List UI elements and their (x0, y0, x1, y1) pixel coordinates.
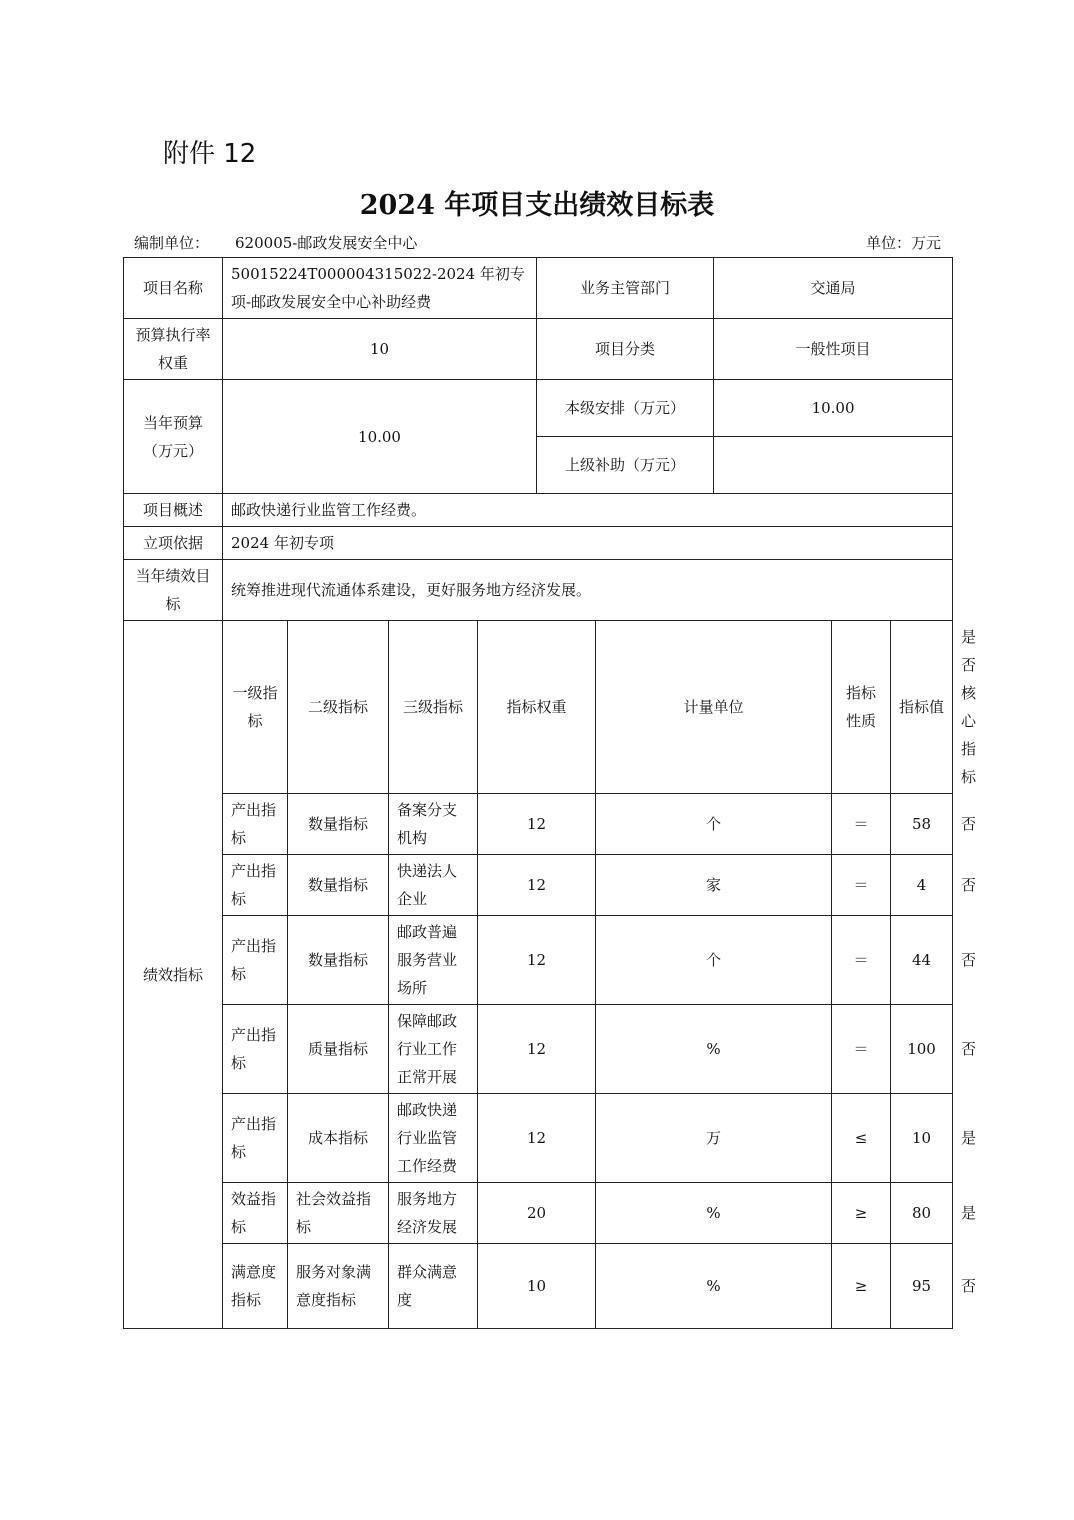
indicators-label: 绩效指标 (124, 621, 223, 1329)
indicator-l3: 群众满意度 (389, 1244, 478, 1329)
row-annual-budget (124, 380, 953, 437)
table-row: 产出指标 数量指标 邮政普遍服务营业场所 12 个 ＝ 44 否 (124, 916, 953, 1005)
indicator-value: 44 (891, 916, 953, 1005)
indicator-weight: 12 (478, 855, 596, 916)
table-row: 效益指标 社会效益指标 服务地方经济发展 20 % ≥ 80 是 (124, 1183, 953, 1244)
header-nature: 指标性质 (832, 621, 891, 794)
header-value: 指标值 (891, 621, 953, 794)
header-unit: 计量单位 (596, 621, 832, 794)
basis-label: 立项依据 (124, 527, 223, 560)
indicator-value: 100 (891, 1005, 953, 1094)
attachment-label: 附件 12 (163, 139, 257, 169)
indicator-weight: 12 (478, 916, 596, 1005)
table-row: 产出指标 数量指标 备案分支机构 12 个 ＝ 58 否 (124, 794, 953, 855)
indicator-l2: 社会效益指标 (288, 1183, 389, 1244)
indicator-l3: 保障邮政行业工作正常开展 (389, 1005, 478, 1094)
indicator-weight: 12 (478, 1094, 596, 1183)
indicator-unit: % (596, 1183, 832, 1244)
indicator-unit: 个 (596, 794, 832, 855)
category-value: 一般性项目 (714, 319, 953, 380)
indicator-nature: ≥ (832, 1183, 891, 1244)
unit-label: 单位：万元 (865, 234, 941, 252)
table-row: 产出指标 数量指标 快递法人企业 12 家 ＝ 4 否 (124, 855, 953, 916)
basis-value: 2024 年初专项 (223, 527, 953, 560)
indicator-l1: 产出指标 (223, 1094, 288, 1183)
indicator-l3: 邮政快递行业监管工作经费 (389, 1094, 478, 1183)
indicator-unit: 家 (596, 855, 832, 916)
dept-label: 业务主管部门 (537, 258, 714, 319)
indicator-nature: ＝ (832, 1005, 891, 1094)
project-name-label: 项目名称 (124, 258, 223, 319)
indicator-unit: % (596, 1005, 832, 1094)
indicator-weight: 12 (478, 794, 596, 855)
indicator-l3: 邮政普遍服务营业场所 (389, 916, 478, 1005)
overview-value: 邮政快递行业监管工作经费。 (223, 494, 953, 527)
page-title: 2024 年项目支出绩效目标表 (359, 190, 715, 221)
indicator-weight: 10 (478, 1244, 596, 1329)
indicator-l3: 快递法人企业 (389, 855, 478, 916)
indicator-nature: ＝ (832, 916, 891, 1005)
indicator-nature: ≥ (832, 1244, 891, 1329)
indicator-value: 4 (891, 855, 953, 916)
indicator-l1: 满意度指标 (223, 1244, 288, 1329)
row-budget-weight (124, 319, 953, 380)
indicator-l1: 效益指标 (223, 1183, 288, 1244)
row-goal (124, 560, 953, 621)
org-label: 编制单位： (134, 234, 210, 252)
local-label: 本级安排（万元） (537, 380, 714, 437)
indicator-l3: 服务地方经济发展 (389, 1183, 478, 1244)
table-row: 满意度指标 服务对象满意度指标 群众满意度 10 % ≥ 95 否 (124, 1244, 953, 1329)
table-row: 产出指标 质量指标 保障邮政行业工作正常开展 12 % ＝ 100 否 (124, 1005, 953, 1094)
indicator-unit: 个 (596, 916, 832, 1005)
org-value: 620005-邮政发展安全中心 (235, 234, 418, 252)
indicator-l1: 产出指标 (223, 1005, 288, 1094)
indicator-value: 80 (891, 1183, 953, 1244)
indicator-nature: ≤ (832, 1094, 891, 1183)
header-l2: 二级指标 (288, 621, 389, 794)
dept-value: 交通局 (714, 258, 953, 319)
category-label: 项目分类 (537, 319, 714, 380)
indicator-l1: 产出指标 (223, 855, 288, 916)
org-line (134, 232, 417, 253)
indicator-l2: 服务对象满意度指标 (288, 1244, 389, 1329)
row-basis (124, 527, 953, 560)
indicator-l2: 成本指标 (288, 1094, 389, 1183)
indicator-l1: 产出指标 (223, 916, 288, 1005)
table-row: 产出指标 成本指标 邮政快递行业监管工作经费 12 万 ≤ 10 是 (124, 1094, 953, 1183)
indicator-value: 10 (891, 1094, 953, 1183)
performance-table (123, 257, 977, 1329)
indicator-l3: 备案分支机构 (389, 794, 478, 855)
indicator-header-row: 绩效指标 一级指标 二级指标 三级指标 指标权重 计量单位 指标性质 指标值 是否核心指标 (124, 621, 953, 794)
indicator-l2: 质量指标 (288, 1005, 389, 1094)
indicator-unit: % (596, 1244, 832, 1329)
budget-weight-label: 预算执行率权重 (124, 319, 223, 380)
indicator-nature: ＝ (832, 794, 891, 855)
header-l3: 三级指标 (389, 621, 478, 794)
indicator-weight: 20 (478, 1183, 596, 1244)
row-overview (124, 494, 953, 527)
project-name-value: 50015224T000004315022-2024 年初专项-邮政发展安全中心补助经费 (223, 258, 537, 319)
upper-label: 上级补助（万元） (537, 437, 714, 494)
annual-budget-label: 当年预算（万元） (124, 380, 223, 494)
indicator-value: 58 (891, 794, 953, 855)
indicator-nature: ＝ (832, 855, 891, 916)
overview-label: 项目概述 (124, 494, 223, 527)
indicator-l2: 数量指标 (288, 916, 389, 1005)
goal-value: 统筹推进现代流通体系建设，更好服务地方经济发展。 (223, 560, 953, 621)
header-l1: 一级指标 (223, 621, 288, 794)
indicator-weight: 12 (478, 1005, 596, 1094)
goal-label: 当年绩效目标 (124, 560, 223, 621)
header-weight: 指标权重 (478, 621, 596, 794)
indicator-value: 95 (891, 1244, 953, 1329)
budget-weight-value: 10 (223, 319, 537, 380)
indicator-l1: 产出指标 (223, 794, 288, 855)
indicator-l2: 数量指标 (288, 855, 389, 916)
annual-budget-value: 10.00 (223, 380, 537, 494)
indicator-unit: 万 (596, 1094, 832, 1183)
upper-value (714, 437, 953, 494)
indicator-l2: 数量指标 (288, 794, 389, 855)
local-value: 10.00 (714, 380, 953, 437)
row-project-name (124, 258, 953, 319)
